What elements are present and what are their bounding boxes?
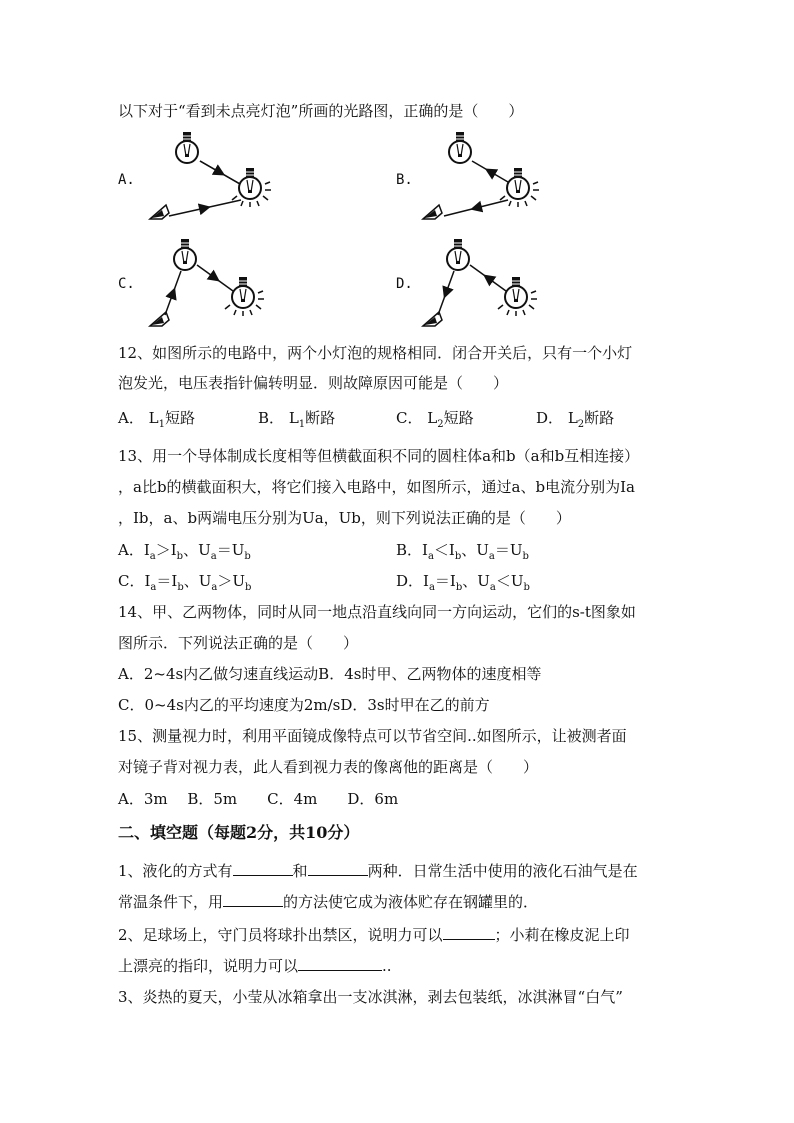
eye-icon <box>150 205 169 219</box>
q13-line-2: ，a比b的横截面积大，将它们接入电路中，如图所示，通过a、b电流分别为Ia <box>118 478 635 496</box>
q14-options-ab: A．2~4s内乙做匀速直线运动B．4s时甲、乙两物体的速度相等 <box>118 665 542 683</box>
answer-blank[interactable] <box>233 860 293 876</box>
q11-option-d-label: D. <box>396 276 413 292</box>
q14-line-1: 14、甲、乙两物体，同时从同一地点沿直线向同一方向运动，它们的s-t图象如 <box>118 603 636 621</box>
eye-icon <box>423 312 442 326</box>
lit-bulb-icon <box>498 277 537 316</box>
lit-bulb-icon <box>225 277 264 316</box>
q12-option-d: D． $L_2$断路 <box>536 409 615 430</box>
section-title: 二、填空题（每题2分，共10分） <box>118 823 360 842</box>
unlit-bulb-icon <box>176 132 198 163</box>
q13-option-a: A．$I_a>I_b$、$U_a=U_b$ <box>118 541 251 562</box>
q11-option-a-label: A. <box>118 172 135 188</box>
q11-figure-d <box>418 235 548 335</box>
fill2-line-1: 2、足球场上，守门员将球扑出禁区，说明力可以 ；小莉在橡皮泥上印 <box>118 926 630 944</box>
answer-blank[interactable] <box>298 955 382 971</box>
fill1-line-1: 1、液化的方式有 和 两种．日常生活中使用的液化石油气是在 <box>118 862 638 880</box>
light-ray <box>165 271 181 315</box>
fill3-line-1: 3、炎热的夏天，小莹从冰箱拿出一支冰淇淋，剥去包装纸，冰淇淋冒“白气” <box>118 988 623 1006</box>
q11-figure-c <box>145 235 275 335</box>
q14-options-cd: C．0~4s内乙的平均速度为2m/sD．3s时甲在乙的前方 <box>118 696 490 714</box>
fill1-line-2: 常温条件下，用 的方法使它成为液体贮存在钢罐里的． <box>118 893 539 911</box>
q12-line-2: 泡发光，电压表指针偏转明显．则故障原因可能是（ ） <box>118 374 509 392</box>
answer-blank[interactable] <box>308 860 368 876</box>
light-ray <box>470 265 506 291</box>
q13-option-c: C．$I_a=I_b$、$U_a>U_b$ <box>118 572 252 593</box>
q13-line-3: ，Ib，a、b两端电压分别为Ua，Ub，则下列说法正确的是（ ） <box>118 509 571 527</box>
answer-blank[interactable] <box>443 924 495 940</box>
answer-blank[interactable] <box>223 891 283 907</box>
light-ray <box>169 200 241 216</box>
light-ray <box>444 200 508 216</box>
q12-option-a: A． $L_1$短路 <box>118 409 195 430</box>
light-ray <box>438 271 454 315</box>
q15-options: A．3m B．5m C．4m D．6m <box>118 790 399 808</box>
eye-icon <box>423 205 442 219</box>
q15-line-2: 对镜子背对视力表，此人看到视力表的像离他的距离是（ ） <box>118 758 539 776</box>
q11-stem: 以下对于“看到未点亮灯泡”所画的光路图，正确的是（ ） <box>118 102 524 120</box>
unlit-bulb-icon <box>447 239 469 270</box>
q15-line-1: 15、测量视力时，利用平面镜成像特点可以节省空间..如图所示，让被测者面 <box>118 727 627 745</box>
q11-figure-a <box>145 128 275 228</box>
q13-line-1: 13、用一个导体制成长度相等但横截面积不同的圆柱体a和b（a和b互相连接） <box>118 447 640 465</box>
q11-option-c-label: C. <box>118 276 135 292</box>
unlit-bulb-icon <box>449 132 471 163</box>
unlit-bulb-icon <box>174 239 196 270</box>
q14-line-2: 图所示．下列说法正确的是（ ） <box>118 634 359 652</box>
q12-line-1: 12、如图所示的电路中，两个小灯泡的规格相同．闭合开关后，只有一个小灯 <box>118 344 633 362</box>
q13-option-b: B．$I_a<I_b$、$U_a=U_b$ <box>396 541 529 562</box>
light-ray <box>472 161 508 182</box>
q12-option-c: C． $L_2$短路 <box>396 409 474 430</box>
q13-option-d: D．$I_a=I_b$、$U_a<U_b$ <box>396 572 530 593</box>
eye-icon <box>150 312 169 326</box>
light-ray <box>197 265 233 291</box>
q11-option-b-label: B. <box>396 172 413 188</box>
q12-option-b: B． $L_1$断路 <box>258 409 336 430</box>
fill2-line-2: 上漂亮的指印，说明力可以 .. <box>118 957 392 975</box>
q11-figure-b <box>418 128 548 228</box>
